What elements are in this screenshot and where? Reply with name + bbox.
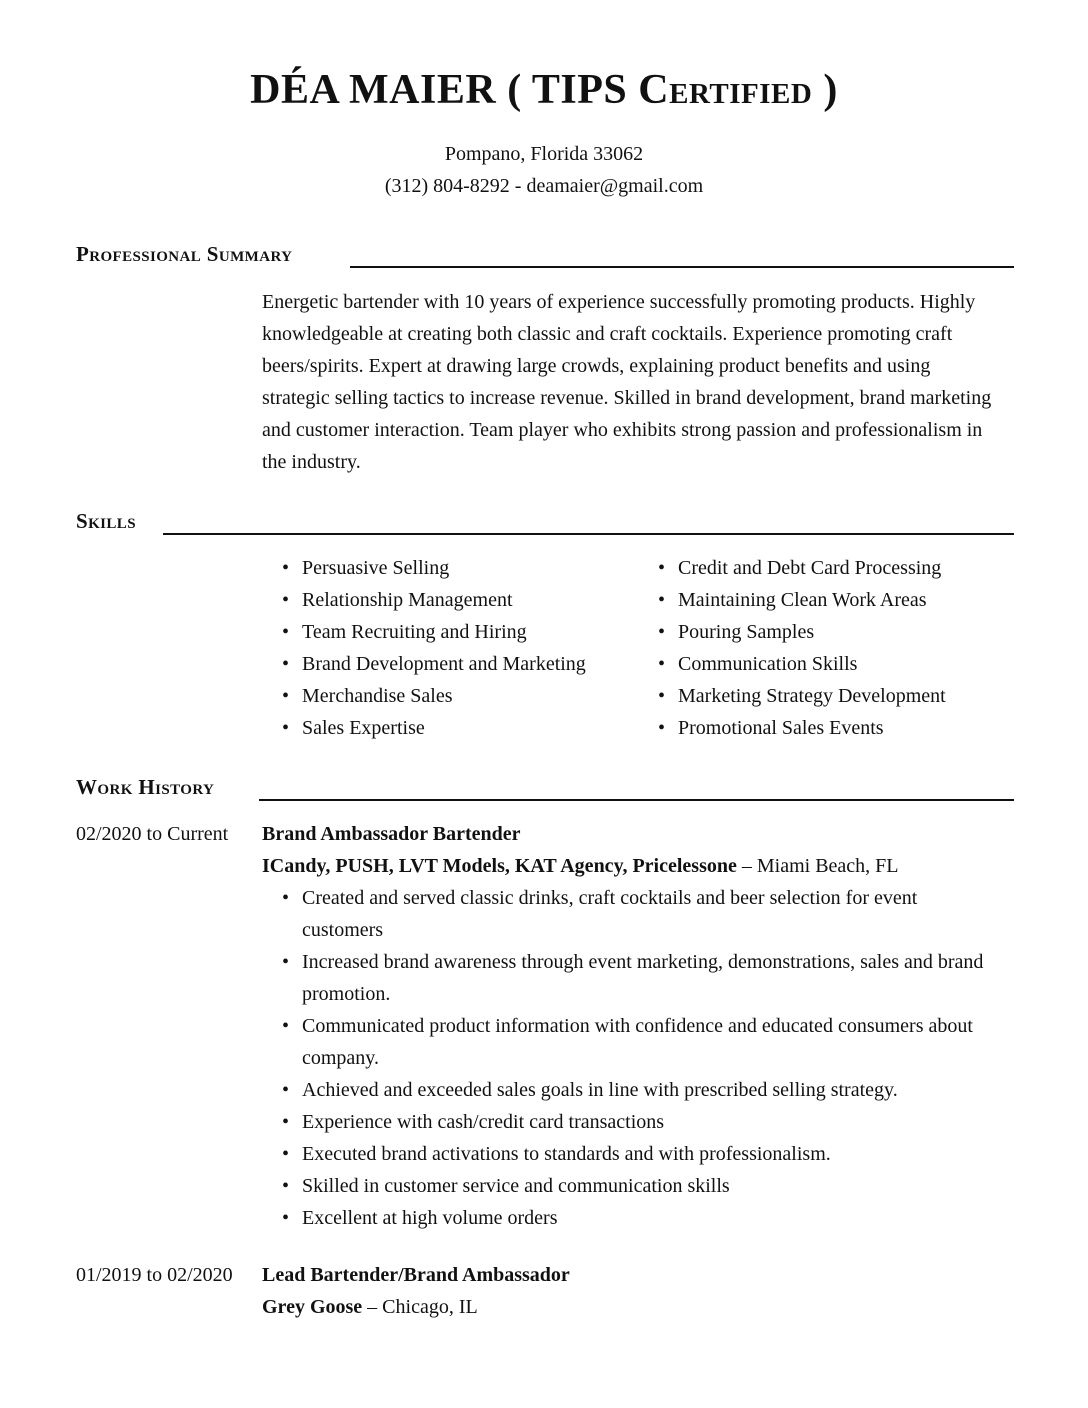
job-bullet: • Skilled in customer service and communication skills [262, 1170, 1002, 1202]
job-title: Lead Bartender/Brand Ambassador [262, 1264, 570, 1286]
job-entry [262, 1259, 1002, 1323]
address: Pompano, Florida 33062 [444, 143, 644, 165]
skill-item: • Credit and Debt Card Processing [638, 552, 946, 584]
job-bullet: • Achieved and exceeded sales goals in line with prescribed selling strategy. [262, 1074, 1002, 1106]
skill-item: • Persuasive Selling [262, 552, 638, 584]
skill-item: • Communication Skills [638, 648, 946, 680]
candidate-name [0, 62, 1088, 118]
job-dates: 02/2020 to Current [76, 823, 229, 845]
skill-item: • Promotional Sales Events [638, 712, 946, 744]
job-entry [262, 818, 1002, 1234]
skills-column-left [262, 552, 638, 744]
skill-item: • Marketing Strategy Development [638, 680, 946, 712]
skill-item: • Sales Expertise [262, 712, 638, 744]
job-bullet: • Experience with cash/credit card transactions [262, 1106, 1002, 1138]
job-bullet: • Created and served classic drinks, craft cocktails and beer selection for event customers [262, 882, 1002, 946]
skill-item: • Brand Development and Marketing [262, 648, 638, 680]
skill-item: • Pouring Samples [638, 616, 946, 648]
skills-rule [163, 533, 1014, 535]
job-bullet: • Communicated product information with confidence and educated consumers about company. [262, 1010, 1002, 1074]
job-bullet: • Increased brand awareness through event marketing, demonstrations, sales and brand promotion. [262, 946, 1002, 1010]
job-bullets [262, 882, 1002, 1234]
work-rule [259, 799, 1014, 801]
job-location: – Chicago, IL [362, 1296, 478, 1318]
summary-title: Professional Summary [76, 240, 308, 268]
skill-item: • Team Recruiting and Hiring [262, 616, 638, 648]
skills-title: Skills [76, 507, 152, 535]
summary-text: Energetic bartender with 10 years of experience successfully promoting products. Highly knowledgeable at creating both classic and craft cocktails. Experience promoting craft beers/spirits. Expert at drawing large crowds, explaining product benefits and using strategic selling tactics to increase revenue. Skilled in brand development, brand marketing and customer interaction. Team player who exhibits strong passion and professionalism in the industry. [262, 291, 992, 473]
job-title: Brand Ambassador Bartender [262, 823, 521, 845]
job-location: – Miami Beach, FL [736, 855, 899, 877]
name-main: DÉA MAIER ( TIPS [250, 67, 639, 113]
skill-item: • Merchandise Sales [262, 680, 638, 712]
skill-item: • Relationship Management [262, 584, 638, 616]
name-certified: Certified [638, 67, 813, 113]
summary-rule [350, 266, 1014, 268]
resume-header [0, 62, 1088, 202]
phone-email: (312) 804-8292 - deamaier@gmail.com [384, 175, 704, 197]
name-end: ) [812, 67, 838, 113]
job-employer: Grey Goose [262, 1296, 363, 1318]
work-title: Work History [76, 773, 230, 801]
job-employer-line [262, 850, 1002, 882]
skills-column-right [638, 552, 946, 744]
job-employer-line [262, 1291, 1002, 1323]
contact-block [0, 138, 1088, 202]
job-bullet: • Excellent at high volume orders [262, 1202, 1002, 1234]
job-bullet: • Executed brand activations to standards and with professionalism. [262, 1138, 1002, 1170]
skills-list [262, 552, 1022, 744]
job-employer: ICandy, PUSH, LVT Models, KAT Agency, Pricelessone [262, 855, 737, 877]
job-dates: 01/2019 to 02/2020 [76, 1264, 233, 1286]
skill-item: • Maintaining Clean Work Areas [638, 584, 946, 616]
